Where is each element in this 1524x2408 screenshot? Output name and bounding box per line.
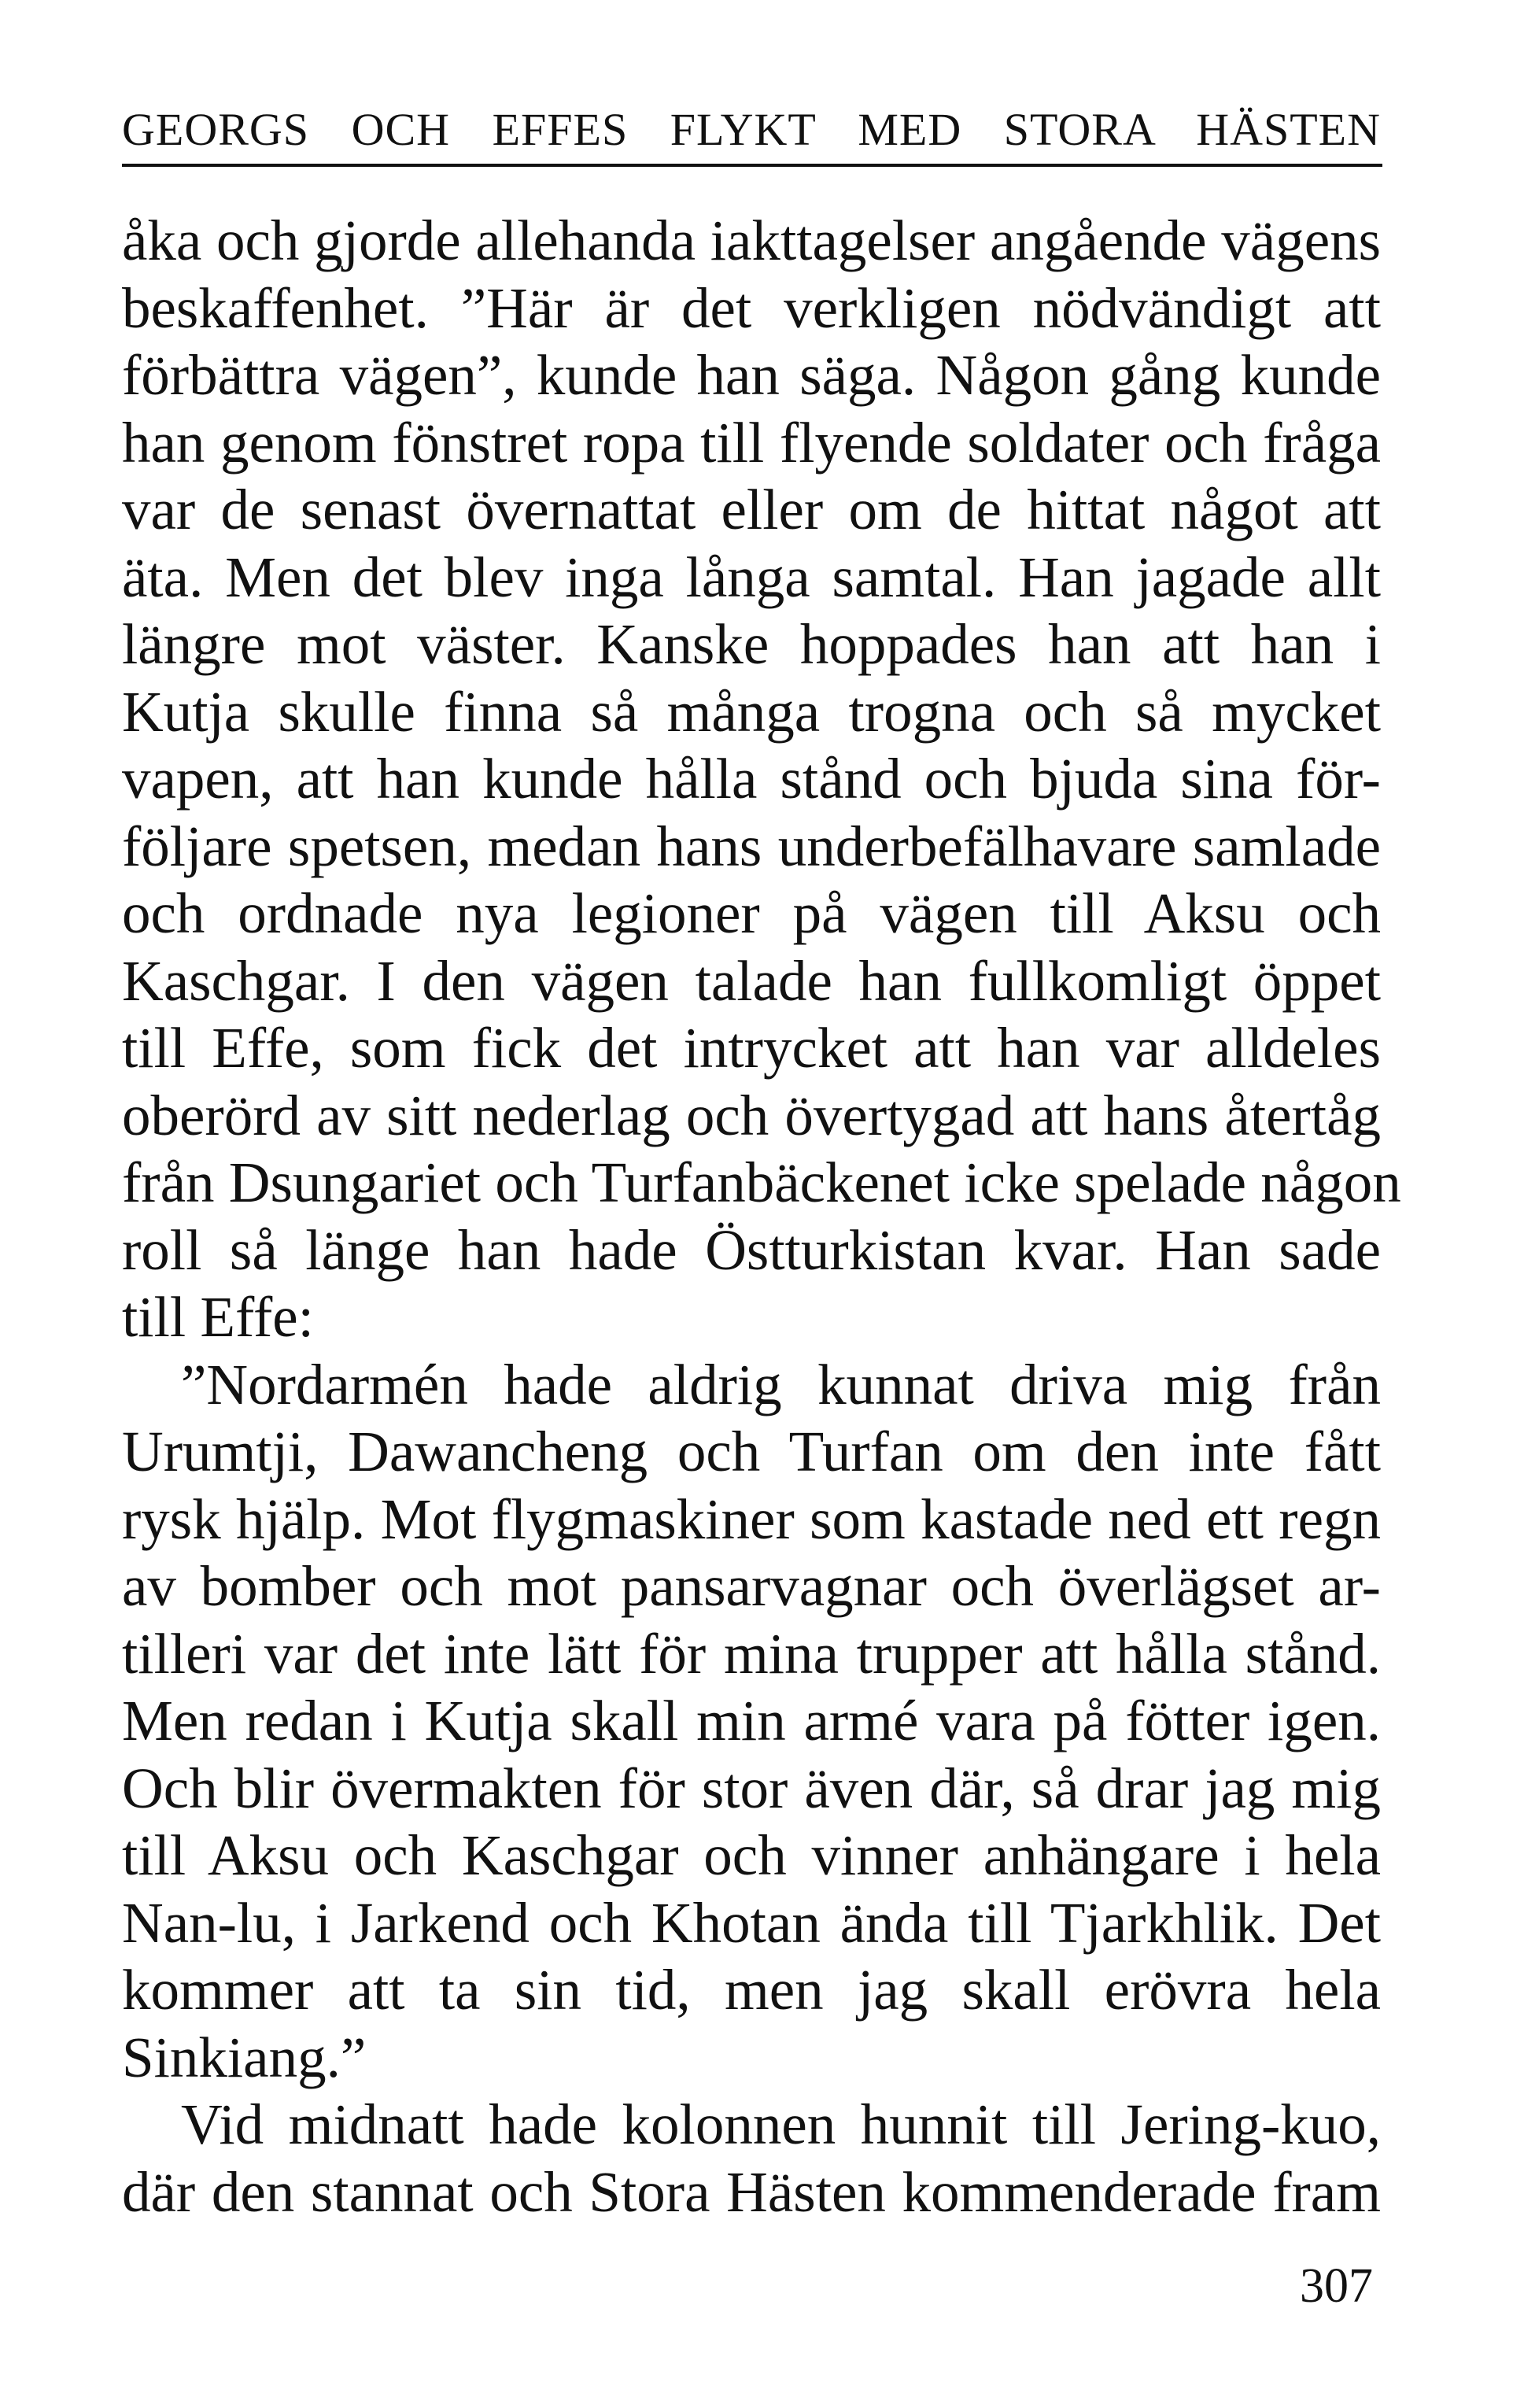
text-line: längre mot väster. Kanske hoppades han att han i xyxy=(122,612,1381,676)
text-line: beskaffenhet. ”Här är det verkligen nödvändigt att xyxy=(122,275,1381,340)
text-line: tilleri var det inte lätt för mina trupper att hålla stånd. xyxy=(122,1621,1381,1686)
text-line: roll så länge han hade Östturkistan kvar. Han sade xyxy=(122,1217,1381,1282)
text-line: Och blir övermakten för stor även där, så drar jag mig xyxy=(122,1756,1381,1820)
body-text xyxy=(122,207,1401,2225)
text-line: och ordnade nya legioner på vägen till Aksu och xyxy=(122,881,1381,945)
text-line: åka och gjorde allehanda iakttagelser angående vägens xyxy=(122,209,1381,272)
text-line: Kutja skulle finna så många trogna och så mycket xyxy=(122,679,1381,744)
text-line: Men redan i Kutja skall min armé vara på fötter igen. xyxy=(122,1689,1381,1752)
text-line: till Effe: xyxy=(122,1285,314,1349)
text-line: av bomber och mot pansarvagnar och överlägset ar- xyxy=(122,1554,1381,1618)
book-page xyxy=(122,87,1401,2369)
text-line: ”Nordarmén hade aldrig kunnat driva mig från xyxy=(181,1352,1381,1416)
text-line: Nan-lu, i Jarkend och Khotan ända till Tjarkhlik. Det xyxy=(122,1890,1381,1955)
text-line: kommer att ta sin tid, men jag skall erövra hela xyxy=(122,1958,1381,2022)
text-line: äta. Men det blev inga långa samtal. Han jagade allt xyxy=(122,545,1381,609)
page-number: 307 xyxy=(1300,2259,1373,2313)
text-line: Kaschgar. I den vägen talade han fullkomligt öppet xyxy=(122,948,1381,1013)
text-line: han genom fönstret ropa till flyende soldater och fråga xyxy=(122,410,1381,475)
text-line: Urumtji, Dawancheng och Turfan om den inte fått xyxy=(122,1420,1381,1483)
text-line: vapen, att han kunde hålla stånd och bjuda sina för- xyxy=(122,747,1381,811)
text-line: till Effe, som fick det intrycket att han var alldeles xyxy=(122,1016,1381,1080)
text-line: oberörd av sitt nederlag och övertygad att hans återtåg xyxy=(122,1083,1381,1147)
text-line: från Dsungariet och Turfanbäckenet icke spelade någon xyxy=(122,1150,1401,1214)
text-line: där den stannat och Stora Hästen kommenderade fram xyxy=(122,2159,1381,2224)
text-line: var de senast övernattat eller om de hittat något att xyxy=(122,478,1381,541)
text-line: följare spetsen, medan hans underbefälhavare samlade xyxy=(122,814,1381,878)
text-line: Sinkiang.” xyxy=(122,2025,367,2089)
running-head: GEORGS OCH EFFES FLYKT MED STORA HÄSTEN xyxy=(122,104,1381,155)
header-rule xyxy=(122,164,1382,167)
text-line: till Aksu och Kaschgar och vinner anhängare i hela xyxy=(122,1823,1381,1887)
text-line: Vid midnatt hade kolonnen hunnit till Jering-kuo, xyxy=(181,2092,1381,2156)
text-line: förbättra vägen”, kunde han säga. Någon gång kunde xyxy=(122,343,1381,407)
text-line: rysk hjälp. Mot flygmaskiner som kastade ned ett regn xyxy=(122,1487,1381,1551)
